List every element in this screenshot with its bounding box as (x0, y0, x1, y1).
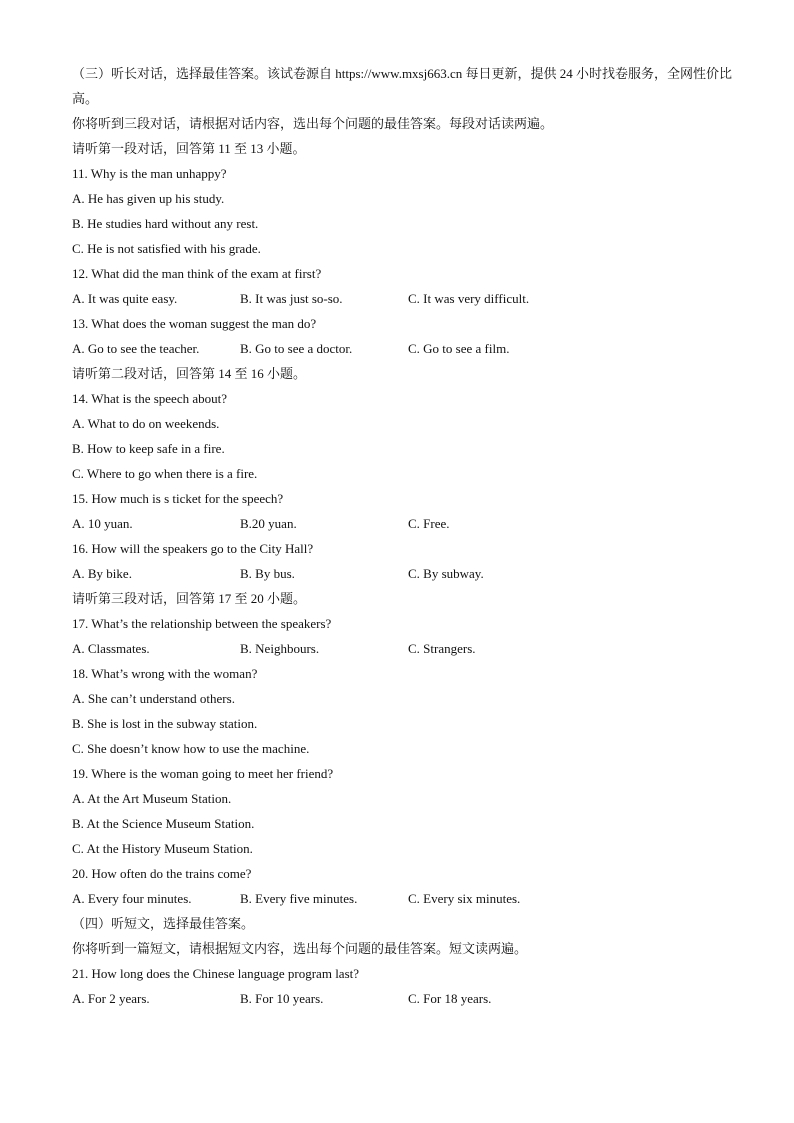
question-15: 15. How much is s ticket for the speech? (72, 491, 284, 506)
option-21b: B. For 10 years. (240, 991, 324, 1006)
option-13c: C. Go to see a film. (408, 341, 510, 356)
question-17: 17. What’s the relationship between the speakers? (72, 616, 332, 631)
option-15a: A. 10 yuan. (72, 516, 133, 531)
question-18: 18. What’s wrong with the woman? (72, 666, 258, 681)
option-12a: A. It was quite easy. (72, 291, 178, 306)
option-20b: B. Every five minutes. (240, 891, 358, 906)
options-16 (72, 561, 732, 586)
option-15b: B.20 yuan. (240, 516, 297, 531)
section4-instruction: 你将听到一篇短文，请根据短文内容，选出每个问题的最佳答案。短文读两遍。 (72, 941, 528, 956)
options-21 (72, 986, 732, 1011)
question-19: 19. Where is the woman going to meet her friend? (72, 766, 334, 781)
option-16a: A. By bike. (72, 566, 132, 581)
option-19b: B. At the Science Museum Station. (72, 816, 255, 831)
option-18b: B. She is lost in the subway station. (72, 716, 258, 731)
option-11c: C. He is not satisfied with his grade. (72, 241, 261, 256)
option-13a: A. Go to see the teacher. (72, 341, 200, 356)
question-12: 12. What did the man think of the exam at first? (72, 266, 322, 281)
option-20c: C. Every six minutes. (408, 891, 521, 906)
option-11a: A. He has given up his study. (72, 191, 225, 206)
options-12 (72, 286, 732, 311)
option-16c: C. By subway. (408, 566, 484, 581)
dialog3-prompt: 请听第三段对话，回答第 17 至 20 小题。 (72, 591, 307, 606)
options-17 (72, 636, 732, 661)
dialog2-prompt: 请听第二段对话，回答第 14 至 16 小题。 (72, 366, 307, 381)
option-21c: C. For 18 years. (408, 991, 492, 1006)
options-20 (72, 886, 732, 911)
section4-heading: （四）听短文，选择最佳答案。 (72, 916, 255, 931)
option-15c: C. Free. (408, 516, 450, 531)
option-12c: C. It was very difficult. (408, 291, 530, 306)
question-16: 16. How will the speakers go to the City Hall? (72, 541, 314, 556)
option-18c: C. She doesn’t know how to use the machine. (72, 741, 310, 756)
option-17a: A. Classmates. (72, 641, 150, 656)
section3-instruction: 你将听到三段对话，请根据对话内容，选出每个问题的最佳答案。每段对话读两遍。 (72, 116, 554, 131)
question-13: 13. What does the woman suggest the man do? (72, 316, 317, 331)
option-21a: A. For 2 years. (72, 991, 150, 1006)
option-17b: B. Neighbours. (240, 641, 320, 656)
question-11: 11. Why is the man unhappy? (72, 166, 227, 181)
option-13b: B. Go to see a doctor. (240, 341, 353, 356)
question-14: 14. What is the speech about? (72, 391, 227, 406)
option-19c: C. At the History Museum Station. (72, 841, 253, 856)
option-16b: B. By bus. (240, 566, 295, 581)
option-19a: A. At the Art Museum Station. (72, 791, 232, 806)
option-18a: A. She can’t understand others. (72, 691, 235, 706)
exam-page (72, 61, 732, 1011)
option-17c: C. Strangers. (408, 641, 476, 656)
dialog1-prompt: 请听第一段对话，回答第 11 至 13 小题。 (72, 141, 306, 156)
option-12b: B. It was just so-so. (240, 291, 343, 306)
option-14a: A. What to do on weekends. (72, 416, 220, 431)
option-20a: A. Every four minutes. (72, 891, 192, 906)
question-20: 20. How often do the trains come? (72, 866, 252, 881)
section3-heading: （三）听长对话，选择最佳答案。该试卷源自 https://www.mxsj663.cn 每日更新，提供 24 小时找卷服务，全网性价比高。 (72, 66, 732, 106)
option-11b: B. He studies hard without any rest. (72, 216, 259, 231)
options-15 (72, 511, 732, 536)
option-14b: B. How to keep safe in a fire. (72, 441, 225, 456)
question-21: 21. How long does the Chinese language program last? (72, 966, 360, 981)
option-14c: C. Where to go when there is a fire. (72, 466, 258, 481)
options-13 (72, 336, 732, 361)
